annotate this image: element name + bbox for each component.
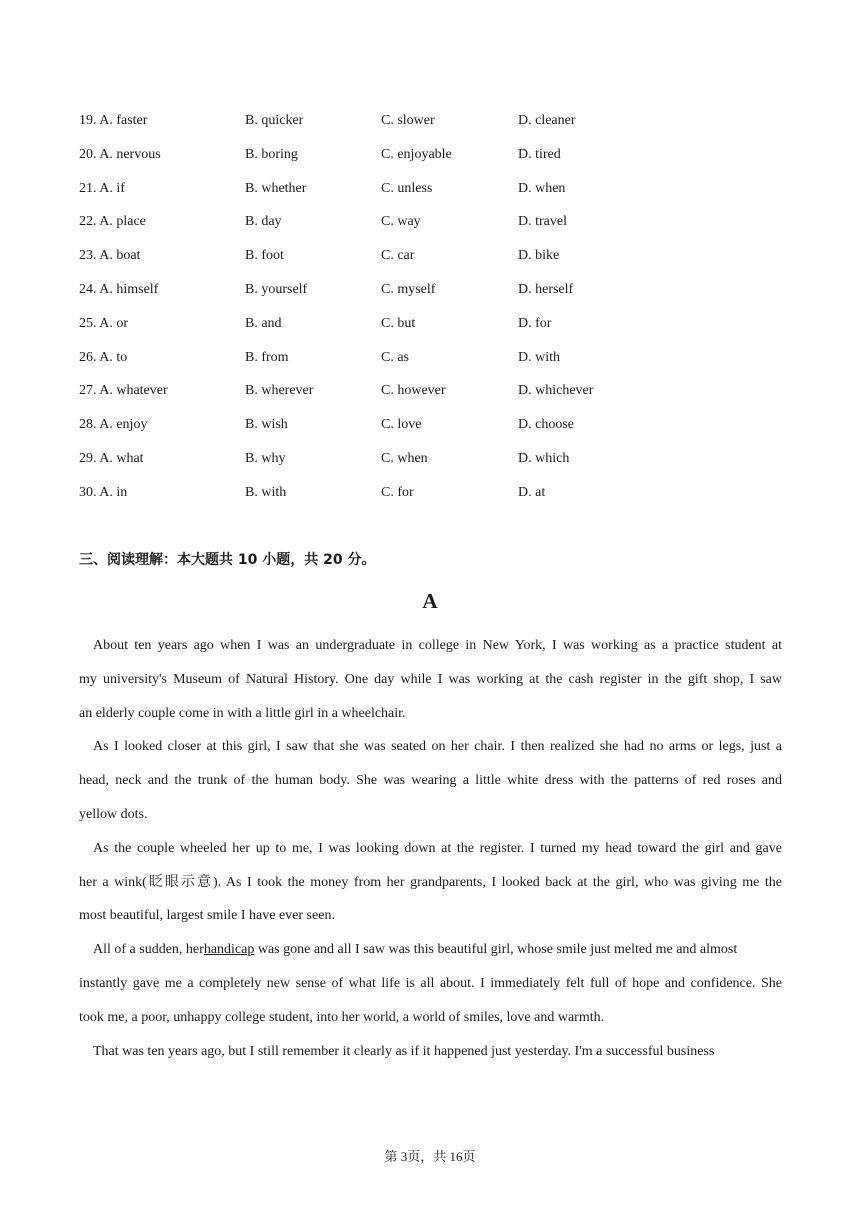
option-row (79, 111, 799, 145)
option-d: D. tired (518, 146, 561, 162)
passage-line-with-underline (79, 933, 782, 967)
option-c: C. car (381, 248, 415, 264)
option-a: 28. A. enjoy (79, 417, 148, 433)
passage-line: As the couple wheeled her up to me, I was looking down at the register. I turned my head toward the girl and gave (93, 840, 782, 856)
option-c: C. for (381, 484, 414, 500)
passage-line: As I looked closer at this girl, I saw that she was seated on her chair. I then realized she had no arms or legs, just a (93, 739, 782, 755)
option-b: B. foot (245, 248, 284, 264)
option-row (79, 483, 799, 517)
passage-line: About ten years ago when I was an undergraduate in college in New York, I was working as a practice student at (93, 638, 782, 653)
option-row (79, 415, 799, 449)
option-c: C. slower (381, 113, 435, 128)
option-a: 25. A. or (79, 315, 128, 331)
option-a: 24. A. himself (79, 281, 159, 297)
passage-line: most beautiful, largest smile I have ever seen. (79, 908, 335, 924)
option-a: 22. A. place (79, 214, 146, 230)
option-row (79, 348, 799, 382)
option-d: D. herself (518, 281, 574, 297)
passage-line: took me, a poor, unhappy college student, into her world, a world of smiles, love and warmth. (79, 1009, 605, 1025)
option-b: B. wherever (245, 383, 314, 399)
option-d: D. which (518, 450, 570, 466)
passage-text: was gone and all I saw was this beautiful girl, whose smile just melted me and almost (257, 942, 738, 958)
option-a: 23. A. boat (79, 248, 141, 264)
passage-line: head, neck and the trunk of the human body. She was wearing a little white dress with the patterns of red roses and (79, 773, 782, 789)
option-b: B. from (245, 349, 289, 365)
option-d: D. with (518, 349, 560, 365)
option-c: C. as (381, 349, 409, 365)
passage-line: That was ten years ago, but I still remember it clearly as if it happened just yesterday. I'm a successful business (93, 1043, 715, 1059)
option-c: C. myself (381, 281, 436, 297)
option-a: 29. A. what (79, 450, 144, 466)
option-row (79, 145, 799, 179)
option-c: C. when (381, 450, 428, 466)
passage-title: A (422, 589, 438, 613)
option-a: 26. A. to (79, 349, 128, 365)
underlined-word: handicap (203, 942, 255, 958)
option-a: 20. A. nervous (79, 146, 161, 162)
option-b: B. boring (245, 146, 298, 162)
option-b: B. why (245, 450, 286, 466)
option-row (79, 314, 799, 348)
option-c: C. way (381, 214, 421, 230)
option-row (79, 179, 799, 213)
answer-options (79, 111, 799, 517)
option-b: B. day (245, 214, 282, 230)
option-c: C. love (381, 417, 422, 433)
option-d: D. cleaner (518, 113, 576, 128)
option-row (79, 280, 799, 314)
page-footer: 第 3页，共 16页 (384, 1149, 476, 1164)
option-a: 30. A. in (79, 484, 128, 500)
option-d: D. bike (518, 248, 560, 264)
passage-line: an elderly couple come in with a little girl in a wheelchair. (79, 705, 406, 721)
option-a: 19. A. faster (79, 113, 148, 128)
option-c: C. enjoyable (381, 146, 452, 162)
option-row (79, 212, 799, 246)
reading-passage (79, 629, 782, 1068)
passage-line: her a wink(眨眼示意). As I took the money from her grandparents, I looked back at the girl, who was giving me the (79, 874, 782, 890)
option-row (79, 449, 799, 483)
section-heading: 三、阅读理解：本大题共 10 小题，共 20 分。 (79, 552, 376, 568)
passage-line: instantly gave me a completely new sense of what life is all about. I immediately felt full of hope and confidence. She (79, 975, 782, 991)
passage-line: yellow dots. (79, 806, 148, 822)
option-d: D. choose (518, 417, 574, 433)
option-b: B. wish (245, 417, 288, 433)
option-d: D. travel (518, 214, 567, 230)
option-a: 27. A. whatever (79, 383, 168, 399)
option-d: D. when (518, 180, 566, 196)
option-b: B. with (245, 484, 287, 500)
passage-text: All of a sudden, her (93, 942, 204, 958)
option-c: C. however (381, 383, 446, 399)
option-row (79, 381, 799, 415)
option-row (79, 246, 799, 280)
option-c: C. unless (381, 180, 433, 196)
passage-line: my university's Museum of Natural History. One day while I was working at the cash register in the gift shop, I saw (79, 671, 782, 687)
option-b: B. whether (245, 180, 307, 196)
option-d: D. whichever (518, 383, 594, 399)
option-d: D. for (518, 315, 552, 331)
option-b: B. and (245, 315, 282, 331)
option-c: C. but (381, 315, 416, 331)
option-b: B. quicker (245, 113, 304, 128)
option-b: B. yourself (245, 281, 308, 297)
option-a: 21. A. if (79, 180, 125, 196)
option-d: D. at (518, 484, 546, 500)
